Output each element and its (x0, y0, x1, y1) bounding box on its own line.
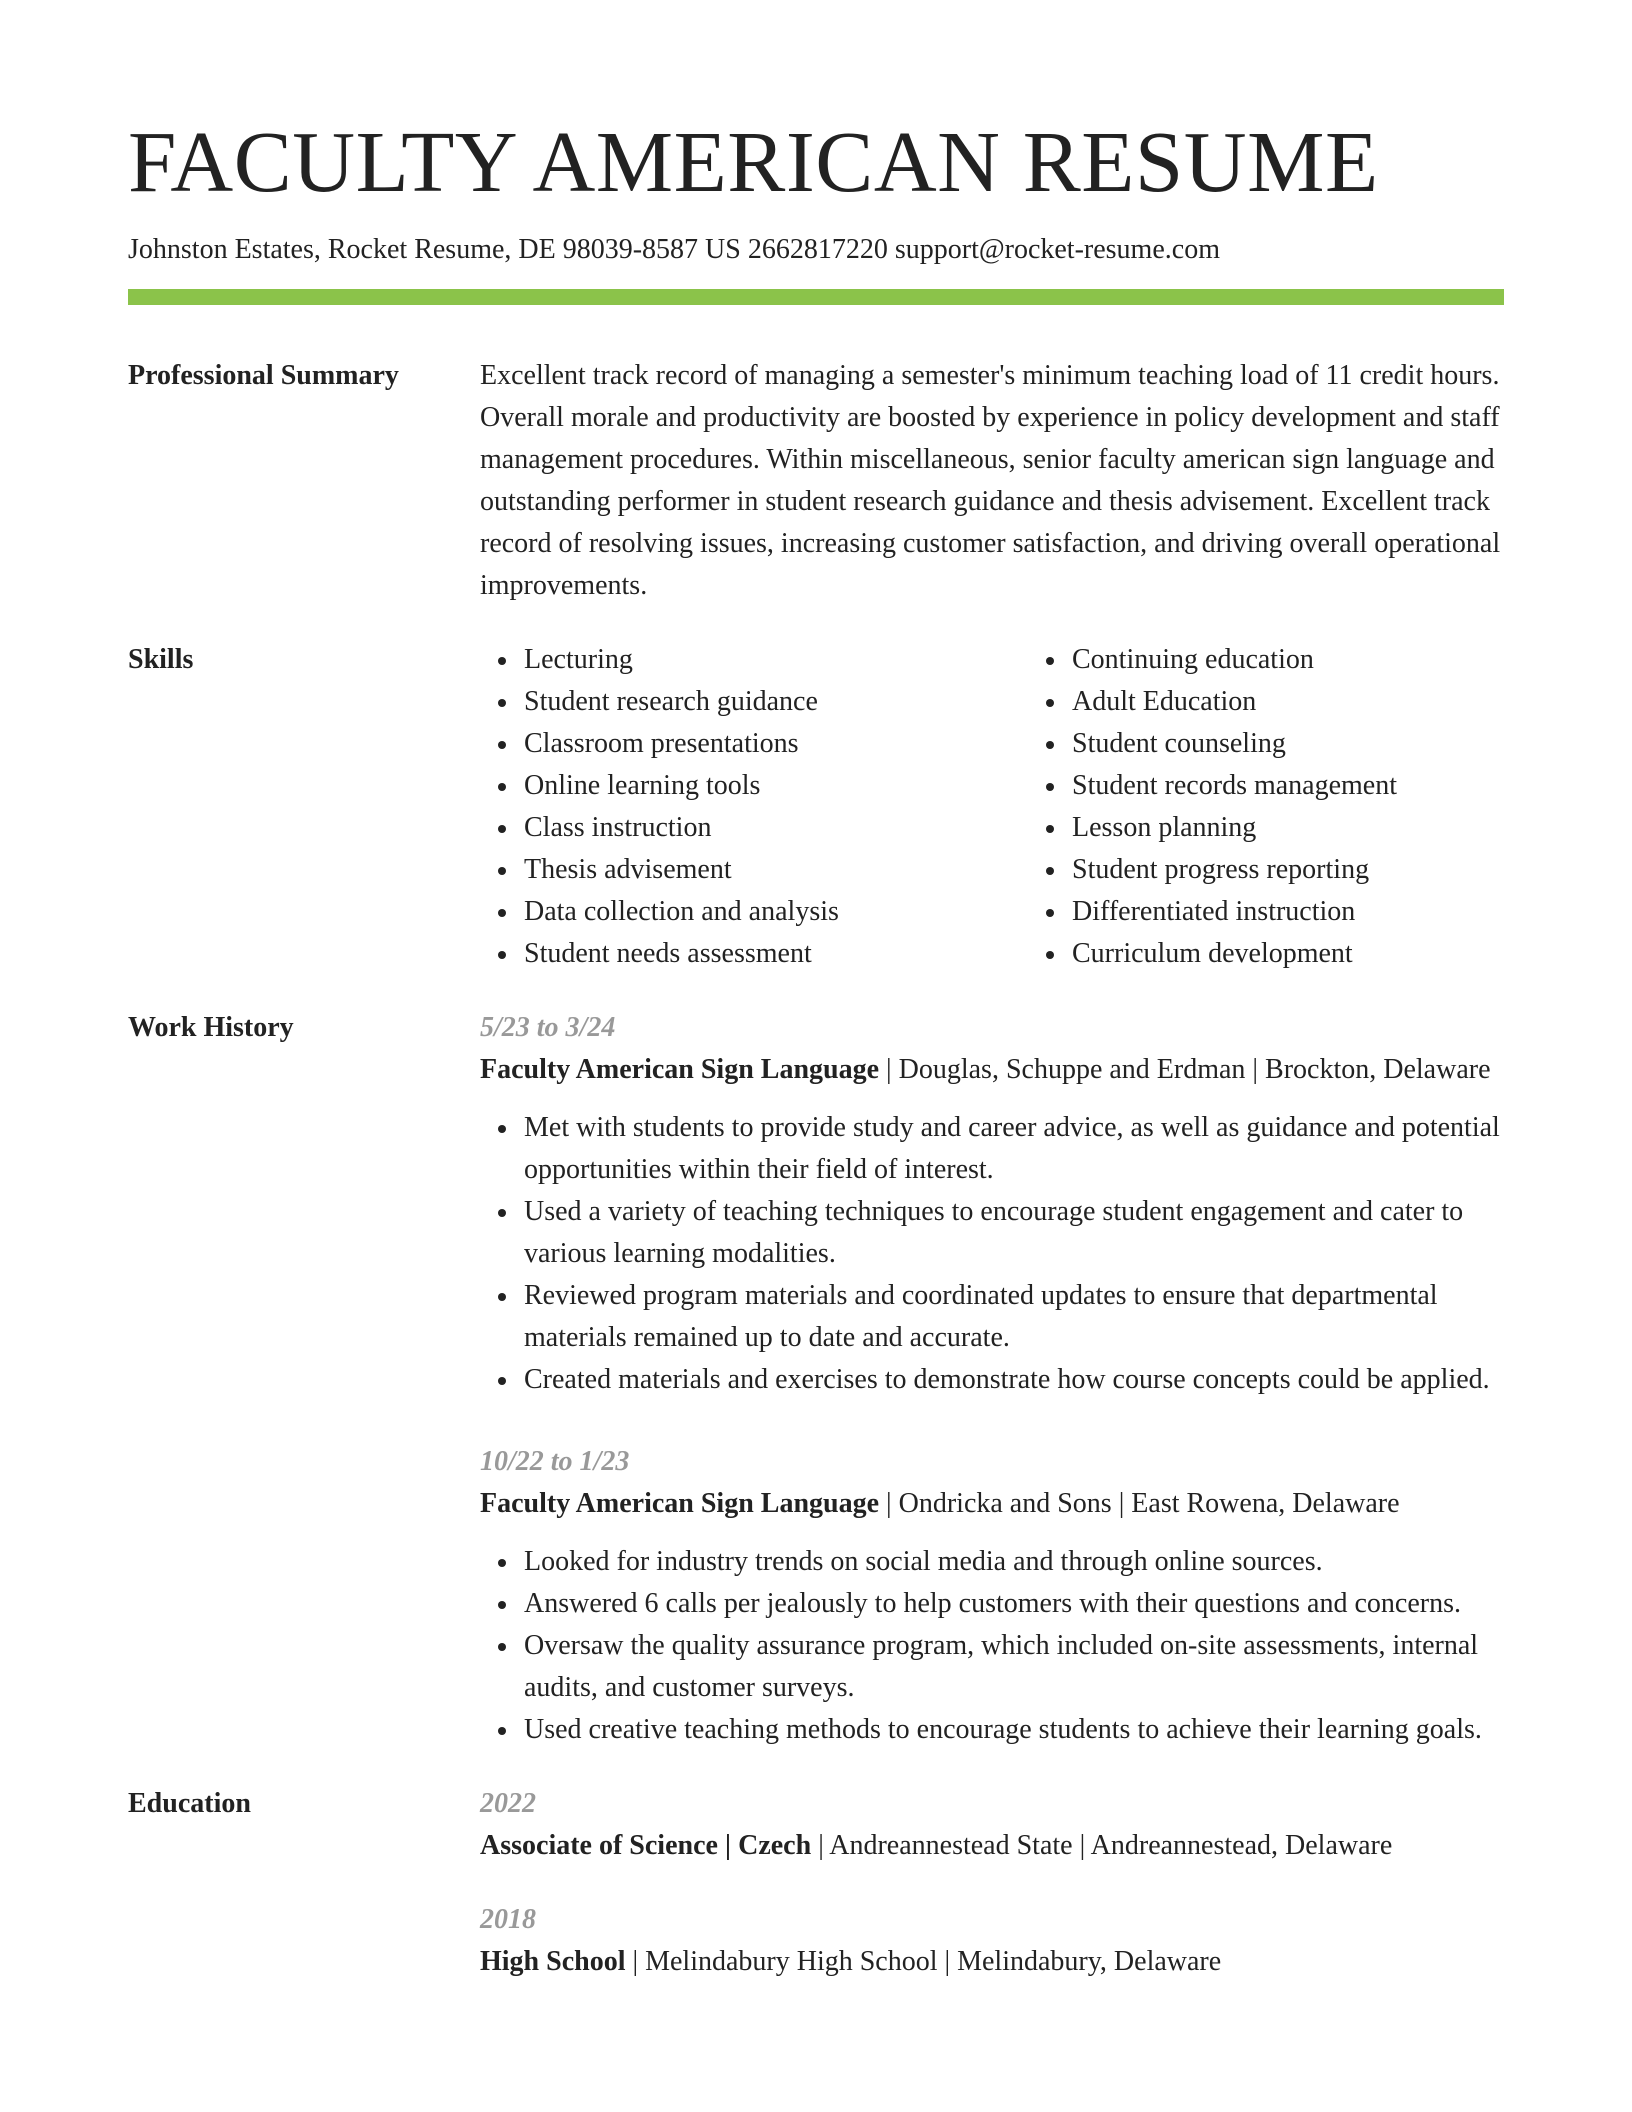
skill-item: Lecturing (524, 639, 1028, 681)
summary-heading: Professional Summary (128, 359, 399, 391)
job-bullet: Reviewed program materials and coordinated updates to ensure that departmental materials remained up to date and accurate. (524, 1275, 1504, 1359)
skill-item: Adult Education (1072, 681, 1576, 723)
job-title: Faculty American Sign Language (480, 1053, 880, 1085)
job-header (480, 1483, 1504, 1525)
education-entry (480, 1899, 1504, 1983)
job-dates: 10/22 to 1/23 (480, 1445, 630, 1477)
resume-name: FACULTY AMERICAN RESUME (128, 113, 1379, 210)
skill-item: Data collection and analysis (524, 891, 1028, 933)
education-degree: Associate of Science | Czech (480, 1829, 812, 1861)
summary-text: Excellent track record of managing a semester's minimum teaching load of 11 credit hours. Overall morale and productivity are boosted by experience in policy development and staff management procedures. Within miscellaneous, senior faculty american sign language and outstanding performer in student research guidance and thesis advisement. Excellent track record of resolving issues, increasing customer satisfaction, and driving overall operational improvements. (480, 359, 1501, 601)
work-history-section (128, 1007, 1504, 1751)
job-bullet: Answered 6 calls per jealously to help customers with their questions and concerns. (524, 1583, 1504, 1625)
education-school-location: | Melindabury High School | Melindabury, Delaware (625, 1945, 1222, 1977)
skill-item: Student research guidance (524, 681, 1028, 723)
job-bullet: Used a variety of teaching techniques to encourage student engagement and cater to various learning modalities. (524, 1191, 1504, 1275)
job-header (480, 1049, 1504, 1091)
skill-item: Lesson planning (1072, 807, 1576, 849)
job-employer-location: | Ondricka and Sons | East Rowena, Delaware (879, 1487, 1400, 1519)
skills-column-right (1028, 639, 1576, 975)
skill-item: Student counseling (1072, 723, 1576, 765)
job-entry (480, 1441, 1504, 1751)
skills-section (128, 639, 1504, 975)
skill-item: Differentiated instruction (1072, 891, 1576, 933)
skills-column-left (480, 639, 1028, 975)
header-divider (128, 289, 1504, 305)
job-bullet: Created materials and exercises to demonstrate how course concepts could be applied. (524, 1359, 1504, 1401)
education-date: 2022 (480, 1787, 536, 1819)
education-degree: High School (480, 1945, 626, 1977)
job-bullet: Met with students to provide study and career advice, as well as guidance and potential opportunities within their field of interest. (524, 1107, 1504, 1191)
skill-item: Student records management (1072, 765, 1576, 807)
skills-heading: Skills (128, 643, 194, 675)
job-bullet: Used creative teaching methods to encourage students to achieve their learning goals. (524, 1709, 1504, 1751)
skill-item: Thesis advisement (524, 849, 1028, 891)
skills-grid (480, 639, 1576, 975)
job-bullet: Looked for industry trends on social media and through online sources. (524, 1541, 1504, 1583)
skill-item: Continuing education (1072, 639, 1576, 681)
job-title: Faculty American Sign Language (480, 1487, 880, 1519)
job-dates: 5/23 to 3/24 (480, 1011, 616, 1043)
summary-section (128, 355, 1504, 607)
education-header (480, 1825, 1504, 1867)
job-employer-location: | Douglas, Schuppe and Erdman | Brockton, Delaware (879, 1053, 1491, 1085)
education-heading: Education (128, 1787, 251, 1819)
work-history-heading: Work History (128, 1011, 294, 1043)
job-bullet: Oversaw the quality assurance program, which included on-site assessments, internal audits, and customer surveys. (524, 1625, 1504, 1709)
skill-item: Student needs assessment (524, 933, 1028, 975)
job-entry (480, 1007, 1504, 1401)
skill-item: Online learning tools (524, 765, 1028, 807)
job-bullets (480, 1107, 1504, 1401)
skill-item: Classroom presentations (524, 723, 1028, 765)
job-bullets (480, 1541, 1504, 1751)
skill-item: Class instruction (524, 807, 1028, 849)
contact-line: Johnston Estates, Rocket Resume, DE 98039-8587 US 2662817220 support@rocket-resume.com (128, 234, 1220, 265)
education-school-location: | Andreannestead State | Andreannestead, Delaware (811, 1829, 1393, 1861)
education-date: 2018 (480, 1903, 536, 1935)
education-section (128, 1783, 1504, 1983)
skill-item: Student progress reporting (1072, 849, 1576, 891)
education-header (480, 1941, 1504, 1983)
education-entry (480, 1783, 1504, 1867)
skill-item: Curriculum development (1072, 933, 1576, 975)
